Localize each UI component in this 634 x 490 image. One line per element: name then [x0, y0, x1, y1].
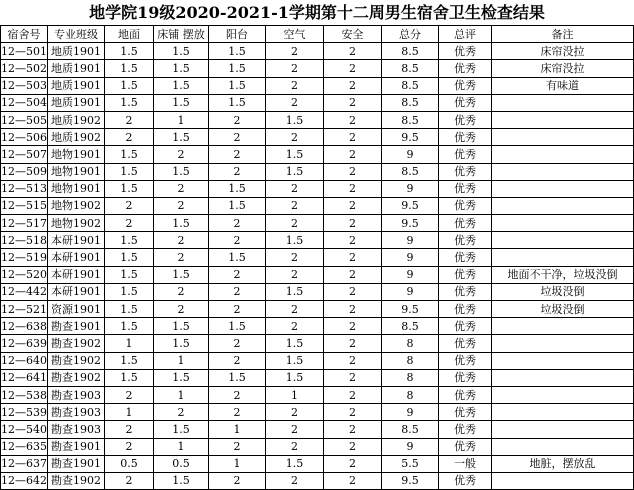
room-cell: 12—640: [1, 352, 48, 369]
balcony-score-cell: 1.5: [209, 249, 266, 266]
rating-cell: 优秀: [439, 163, 492, 180]
bed-score-cell: 1.5: [154, 266, 209, 283]
bed-score-cell: 1.5: [154, 318, 209, 335]
class-cell: 本研1901: [48, 232, 105, 249]
class-cell: 地质1902: [48, 129, 105, 146]
room-cell: 12—520: [1, 266, 48, 283]
class-cell: 勘查1901: [48, 318, 105, 335]
header-row: [1, 26, 634, 43]
total-score-cell: 9.5: [382, 197, 439, 214]
room-cell: 12—539: [1, 404, 48, 421]
safety-score-cell: 2: [324, 386, 382, 403]
safety-score-cell: 2: [324, 352, 382, 369]
class-cell: 勘查1902: [48, 335, 105, 352]
rating-cell: 优秀: [439, 472, 492, 489]
total-score-cell: 8.5: [382, 318, 439, 335]
floor-score-cell: 2: [105, 472, 154, 489]
balcony-score-cell: 1.5: [209, 60, 266, 77]
rating-cell: 优秀: [439, 301, 492, 318]
bed-score-cell: 1: [154, 111, 209, 128]
class-cell: 地质1901: [48, 77, 105, 94]
remark-cell: [492, 94, 634, 111]
air-score-cell: 2: [266, 404, 324, 421]
safety-score-cell: 2: [324, 43, 382, 60]
air-score-cell: 2: [266, 129, 324, 146]
rating-cell: 优秀: [439, 180, 492, 197]
bed-score-cell: 1.5: [154, 77, 209, 94]
class-cell: 勘查1902: [48, 472, 105, 489]
room-cell: 12—519: [1, 249, 48, 266]
floor-score-cell: 0.5: [105, 455, 154, 472]
safety-score-cell: 2: [324, 163, 382, 180]
bed-score-cell: 0.5: [154, 455, 209, 472]
remark-cell: 地面不干净，垃圾没倒: [492, 266, 634, 283]
room-cell: 12—642: [1, 472, 48, 489]
rating-cell: 优秀: [439, 404, 492, 421]
air-score-cell: 1.5: [266, 163, 324, 180]
table-row: [1, 266, 634, 283]
air-score-cell: 2: [266, 197, 324, 214]
floor-score-cell: 1.5: [105, 369, 154, 386]
floor-score-cell: 1.5: [105, 232, 154, 249]
safety-score-cell: 2: [324, 180, 382, 197]
balcony-score-cell: 1: [209, 421, 266, 438]
table-row: [1, 146, 634, 163]
room-cell: 12—509: [1, 163, 48, 180]
balcony-score-cell: 2: [209, 438, 266, 455]
air-score-cell: 2: [266, 266, 324, 283]
balcony-score-cell: 2: [209, 129, 266, 146]
header-cell: 专业班级: [48, 26, 105, 43]
remark-cell: [492, 386, 634, 403]
rating-cell: 优秀: [439, 215, 492, 232]
floor-score-cell: 1.5: [105, 266, 154, 283]
total-score-cell: 9.5: [382, 215, 439, 232]
remark-cell: [492, 318, 634, 335]
bed-score-cell: 1: [154, 386, 209, 403]
table-row: [1, 369, 634, 386]
safety-score-cell: 2: [324, 301, 382, 318]
rating-cell: 一般: [439, 455, 492, 472]
total-score-cell: 8: [382, 335, 439, 352]
bed-score-cell: 2: [154, 146, 209, 163]
safety-score-cell: 2: [324, 335, 382, 352]
header-cell: 阳台: [209, 26, 266, 43]
table-row: [1, 60, 634, 77]
safety-score-cell: 2: [324, 404, 382, 421]
class-cell: 本研1901: [48, 249, 105, 266]
balcony-score-cell: 2: [209, 215, 266, 232]
safety-score-cell: 2: [324, 146, 382, 163]
remark-cell: [492, 232, 634, 249]
floor-score-cell: 2: [105, 111, 154, 128]
balcony-score-cell: 1.5: [209, 94, 266, 111]
total-score-cell: 8.5: [382, 94, 439, 111]
air-score-cell: 1.5: [266, 352, 324, 369]
safety-score-cell: 2: [324, 438, 382, 455]
rating-cell: 优秀: [439, 266, 492, 283]
room-cell: 12—442: [1, 283, 48, 300]
room-cell: 12—506: [1, 129, 48, 146]
room-cell: 12—513: [1, 180, 48, 197]
room-cell: 12—635: [1, 438, 48, 455]
remark-cell: 床帘没拉: [492, 43, 634, 60]
remark-cell: [492, 146, 634, 163]
bed-score-cell: 1.5: [154, 335, 209, 352]
bed-score-cell: 2: [154, 232, 209, 249]
table-row: [1, 232, 634, 249]
balcony-score-cell: 2: [209, 472, 266, 489]
balcony-score-cell: 1.5: [209, 180, 266, 197]
air-score-cell: 2: [266, 318, 324, 335]
safety-score-cell: 2: [324, 421, 382, 438]
header-cell: 安全: [324, 26, 382, 43]
total-score-cell: 9: [382, 180, 439, 197]
safety-score-cell: 2: [324, 197, 382, 214]
floor-score-cell: 2: [105, 129, 154, 146]
class-cell: 本研1901: [48, 283, 105, 300]
room-cell: 12—521: [1, 301, 48, 318]
air-score-cell: 1.5: [266, 369, 324, 386]
class-cell: 地质1901: [48, 43, 105, 60]
table-row: [1, 301, 634, 318]
balcony-score-cell: 1.5: [209, 197, 266, 214]
table-row: [1, 455, 634, 472]
remark-cell: 有味道: [492, 77, 634, 94]
bed-score-cell: 1.5: [154, 369, 209, 386]
remark-cell: [492, 249, 634, 266]
air-score-cell: 1.5: [266, 283, 324, 300]
balcony-score-cell: 1.5: [209, 43, 266, 60]
bed-score-cell: 1.5: [154, 472, 209, 489]
floor-score-cell: 2: [105, 197, 154, 214]
bed-score-cell: 2: [154, 197, 209, 214]
total-score-cell: 8.5: [382, 60, 439, 77]
remark-cell: [492, 197, 634, 214]
table-row: [1, 215, 634, 232]
balcony-score-cell: 1.5: [209, 318, 266, 335]
bed-score-cell: 2: [154, 249, 209, 266]
table-row: [1, 438, 634, 455]
header-cell: 地面: [105, 26, 154, 43]
class-cell: 勘查1902: [48, 369, 105, 386]
floor-score-cell: 2: [105, 215, 154, 232]
class-cell: 地物1902: [48, 197, 105, 214]
floor-score-cell: 2: [105, 386, 154, 403]
balcony-score-cell: 2: [209, 386, 266, 403]
total-score-cell: 8.5: [382, 77, 439, 94]
table-row: [1, 352, 634, 369]
total-score-cell: 9: [382, 249, 439, 266]
header-cell: 总分: [382, 26, 439, 43]
remark-cell: [492, 129, 634, 146]
rating-cell: 优秀: [439, 352, 492, 369]
balcony-score-cell: 2: [209, 352, 266, 369]
class-cell: 资源1901: [48, 301, 105, 318]
total-score-cell: 9: [382, 283, 439, 300]
rating-cell: 优秀: [439, 111, 492, 128]
balcony-score-cell: 1.5: [209, 77, 266, 94]
table-row: [1, 129, 634, 146]
header-cell: 总评: [439, 26, 492, 43]
header-cell: 备注: [492, 26, 634, 43]
room-cell: 12—540: [1, 421, 48, 438]
air-score-cell: 2: [266, 180, 324, 197]
total-score-cell: 9: [382, 146, 439, 163]
room-cell: 12—502: [1, 60, 48, 77]
balcony-score-cell: 2: [209, 404, 266, 421]
total-score-cell: 8: [382, 369, 439, 386]
air-score-cell: 2: [266, 77, 324, 94]
balcony-score-cell: 2: [209, 335, 266, 352]
table-row: [1, 335, 634, 352]
air-score-cell: 2: [266, 421, 324, 438]
floor-score-cell: 1.5: [105, 163, 154, 180]
air-score-cell: 1.5: [266, 335, 324, 352]
table-row: [1, 180, 634, 197]
rating-cell: 优秀: [439, 197, 492, 214]
rating-cell: 优秀: [439, 60, 492, 77]
room-cell: 12—503: [1, 77, 48, 94]
table-row: [1, 197, 634, 214]
class-cell: 勘查1902: [48, 352, 105, 369]
class-cell: 地物1902: [48, 215, 105, 232]
floor-score-cell: 1.5: [105, 318, 154, 335]
remark-cell: [492, 111, 634, 128]
total-score-cell: 9.5: [382, 472, 439, 489]
rating-cell: 优秀: [439, 129, 492, 146]
table-row: [1, 163, 634, 180]
room-cell: 12—518: [1, 232, 48, 249]
bed-score-cell: 2: [154, 180, 209, 197]
remark-cell: 垃圾没倒: [492, 301, 634, 318]
room-cell: 12—637: [1, 455, 48, 472]
remark-cell: 地脏，摆放乱: [492, 455, 634, 472]
table-row: [1, 318, 634, 335]
rating-cell: 优秀: [439, 438, 492, 455]
total-score-cell: 8.5: [382, 421, 439, 438]
total-score-cell: 8.5: [382, 43, 439, 60]
bed-score-cell: 1.5: [154, 163, 209, 180]
safety-score-cell: 2: [324, 472, 382, 489]
total-score-cell: 8: [382, 386, 439, 403]
table-row: [1, 111, 634, 128]
air-score-cell: 2: [266, 301, 324, 318]
air-score-cell: 2: [266, 60, 324, 77]
class-cell: 地质1901: [48, 60, 105, 77]
table-row: [1, 386, 634, 403]
rating-cell: 优秀: [439, 232, 492, 249]
sheet-title: 地学院19级2020-2021-1学期第十二周男生宿舍卫生检查结果: [89, 3, 545, 22]
air-score-cell: 2: [266, 472, 324, 489]
total-score-cell: 5.5: [382, 455, 439, 472]
remark-cell: [492, 352, 634, 369]
room-cell: 12—501: [1, 43, 48, 60]
floor-score-cell: 2: [105, 421, 154, 438]
floor-score-cell: 1.5: [105, 60, 154, 77]
safety-score-cell: 2: [324, 232, 382, 249]
total-score-cell: 9: [382, 266, 439, 283]
safety-score-cell: 2: [324, 111, 382, 128]
rating-cell: 优秀: [439, 335, 492, 352]
remark-cell: 床帘没拉: [492, 60, 634, 77]
air-score-cell: 2: [266, 438, 324, 455]
table-row: [1, 404, 634, 421]
safety-score-cell: 2: [324, 215, 382, 232]
floor-score-cell: 1: [105, 335, 154, 352]
class-cell: 勘查1903: [48, 386, 105, 403]
bed-score-cell: 1.5: [154, 215, 209, 232]
bed-score-cell: 1.5: [154, 43, 209, 60]
floor-score-cell: 1.5: [105, 43, 154, 60]
remark-cell: [492, 215, 634, 232]
rating-cell: 优秀: [439, 318, 492, 335]
floor-score-cell: 1.5: [105, 146, 154, 163]
class-cell: 勘查1903: [48, 404, 105, 421]
inspection-table: [0, 25, 634, 490]
bed-score-cell: 1.5: [154, 94, 209, 111]
air-score-cell: 1.5: [266, 455, 324, 472]
room-cell: 12—515: [1, 197, 48, 214]
table-row: [1, 283, 634, 300]
floor-score-cell: 1.5: [105, 249, 154, 266]
total-score-cell: 9: [382, 404, 439, 421]
rating-cell: 优秀: [439, 77, 492, 94]
remark-cell: [492, 421, 634, 438]
total-score-cell: 8.5: [382, 163, 439, 180]
air-score-cell: 2: [266, 94, 324, 111]
air-score-cell: 2: [266, 215, 324, 232]
floor-score-cell: 1.5: [105, 352, 154, 369]
safety-score-cell: 2: [324, 249, 382, 266]
table-row: [1, 472, 634, 489]
balcony-score-cell: 2: [209, 283, 266, 300]
room-cell: 12—517: [1, 215, 48, 232]
table-row: [1, 249, 634, 266]
air-score-cell: 2: [266, 249, 324, 266]
bed-score-cell: 2: [154, 301, 209, 318]
safety-score-cell: 2: [324, 94, 382, 111]
remark-cell: [492, 438, 634, 455]
balcony-score-cell: 2: [209, 146, 266, 163]
bed-score-cell: 2: [154, 283, 209, 300]
floor-score-cell: 1.5: [105, 180, 154, 197]
room-cell: 12—538: [1, 386, 48, 403]
table-row: [1, 421, 634, 438]
header-cell: 宿舍号: [1, 26, 48, 43]
class-cell: 勘查1901: [48, 455, 105, 472]
room-cell: 12—641: [1, 369, 48, 386]
balcony-score-cell: 2: [209, 163, 266, 180]
table-row: [1, 43, 634, 60]
table-row: [1, 94, 634, 111]
rating-cell: 优秀: [439, 421, 492, 438]
balcony-score-cell: 1.5: [209, 369, 266, 386]
remark-cell: [492, 472, 634, 489]
class-cell: 本研1901: [48, 266, 105, 283]
class-cell: 地物1901: [48, 180, 105, 197]
table-row: [1, 77, 634, 94]
safety-score-cell: 2: [324, 77, 382, 94]
rating-cell: 优秀: [439, 369, 492, 386]
air-score-cell: 1: [266, 386, 324, 403]
header-cell: 床铺 摆放: [154, 26, 209, 43]
remark-cell: [492, 369, 634, 386]
rating-cell: 优秀: [439, 386, 492, 403]
rating-cell: 优秀: [439, 94, 492, 111]
floor-score-cell: 1.5: [105, 77, 154, 94]
bed-score-cell: 1.5: [154, 421, 209, 438]
rating-cell: 优秀: [439, 249, 492, 266]
header-cell: 空气: [266, 26, 324, 43]
bed-score-cell: 2: [154, 404, 209, 421]
rating-cell: 优秀: [439, 283, 492, 300]
remark-cell: [492, 335, 634, 352]
air-score-cell: 1.5: [266, 232, 324, 249]
total-score-cell: 9.5: [382, 129, 439, 146]
remark-cell: [492, 404, 634, 421]
class-cell: 地质1902: [48, 111, 105, 128]
class-cell: 地物1901: [48, 146, 105, 163]
balcony-score-cell: 2: [209, 232, 266, 249]
bed-score-cell: 1: [154, 438, 209, 455]
air-score-cell: 1.5: [266, 111, 324, 128]
total-score-cell: 9.5: [382, 301, 439, 318]
total-score-cell: 9: [382, 232, 439, 249]
air-score-cell: 2: [266, 43, 324, 60]
class-cell: 地物1901: [48, 163, 105, 180]
room-cell: 12—505: [1, 111, 48, 128]
class-cell: 地质1901: [48, 94, 105, 111]
balcony-score-cell: 2: [209, 266, 266, 283]
room-cell: 12—639: [1, 335, 48, 352]
rating-cell: 优秀: [439, 146, 492, 163]
balcony-score-cell: 2: [209, 111, 266, 128]
safety-score-cell: 2: [324, 318, 382, 335]
floor-score-cell: 1: [105, 404, 154, 421]
bed-score-cell: 1: [154, 352, 209, 369]
room-cell: 12—638: [1, 318, 48, 335]
class-cell: 勘查1901: [48, 438, 105, 455]
floor-score-cell: 2: [105, 438, 154, 455]
total-score-cell: 8: [382, 352, 439, 369]
total-score-cell: 9: [382, 438, 439, 455]
bed-score-cell: 1.5: [154, 60, 209, 77]
total-score-cell: 8.5: [382, 111, 439, 128]
class-cell: 勘查1903: [48, 421, 105, 438]
rating-cell: 优秀: [439, 43, 492, 60]
air-score-cell: 1.5: [266, 146, 324, 163]
safety-score-cell: 2: [324, 129, 382, 146]
remark-cell: [492, 180, 634, 197]
balcony-score-cell: 1: [209, 455, 266, 472]
safety-score-cell: 2: [324, 266, 382, 283]
floor-score-cell: 1.5: [105, 94, 154, 111]
room-cell: 12—507: [1, 146, 48, 163]
bed-score-cell: 1.5: [154, 129, 209, 146]
balcony-score-cell: 2: [209, 301, 266, 318]
room-cell: 12—504: [1, 94, 48, 111]
floor-score-cell: 1.5: [105, 283, 154, 300]
floor-score-cell: 1.5: [105, 301, 154, 318]
safety-score-cell: 2: [324, 283, 382, 300]
safety-score-cell: 2: [324, 369, 382, 386]
safety-score-cell: 2: [324, 455, 382, 472]
remark-cell: 垃圾没倒: [492, 283, 634, 300]
remark-cell: [492, 163, 634, 180]
safety-score-cell: 2: [324, 60, 382, 77]
